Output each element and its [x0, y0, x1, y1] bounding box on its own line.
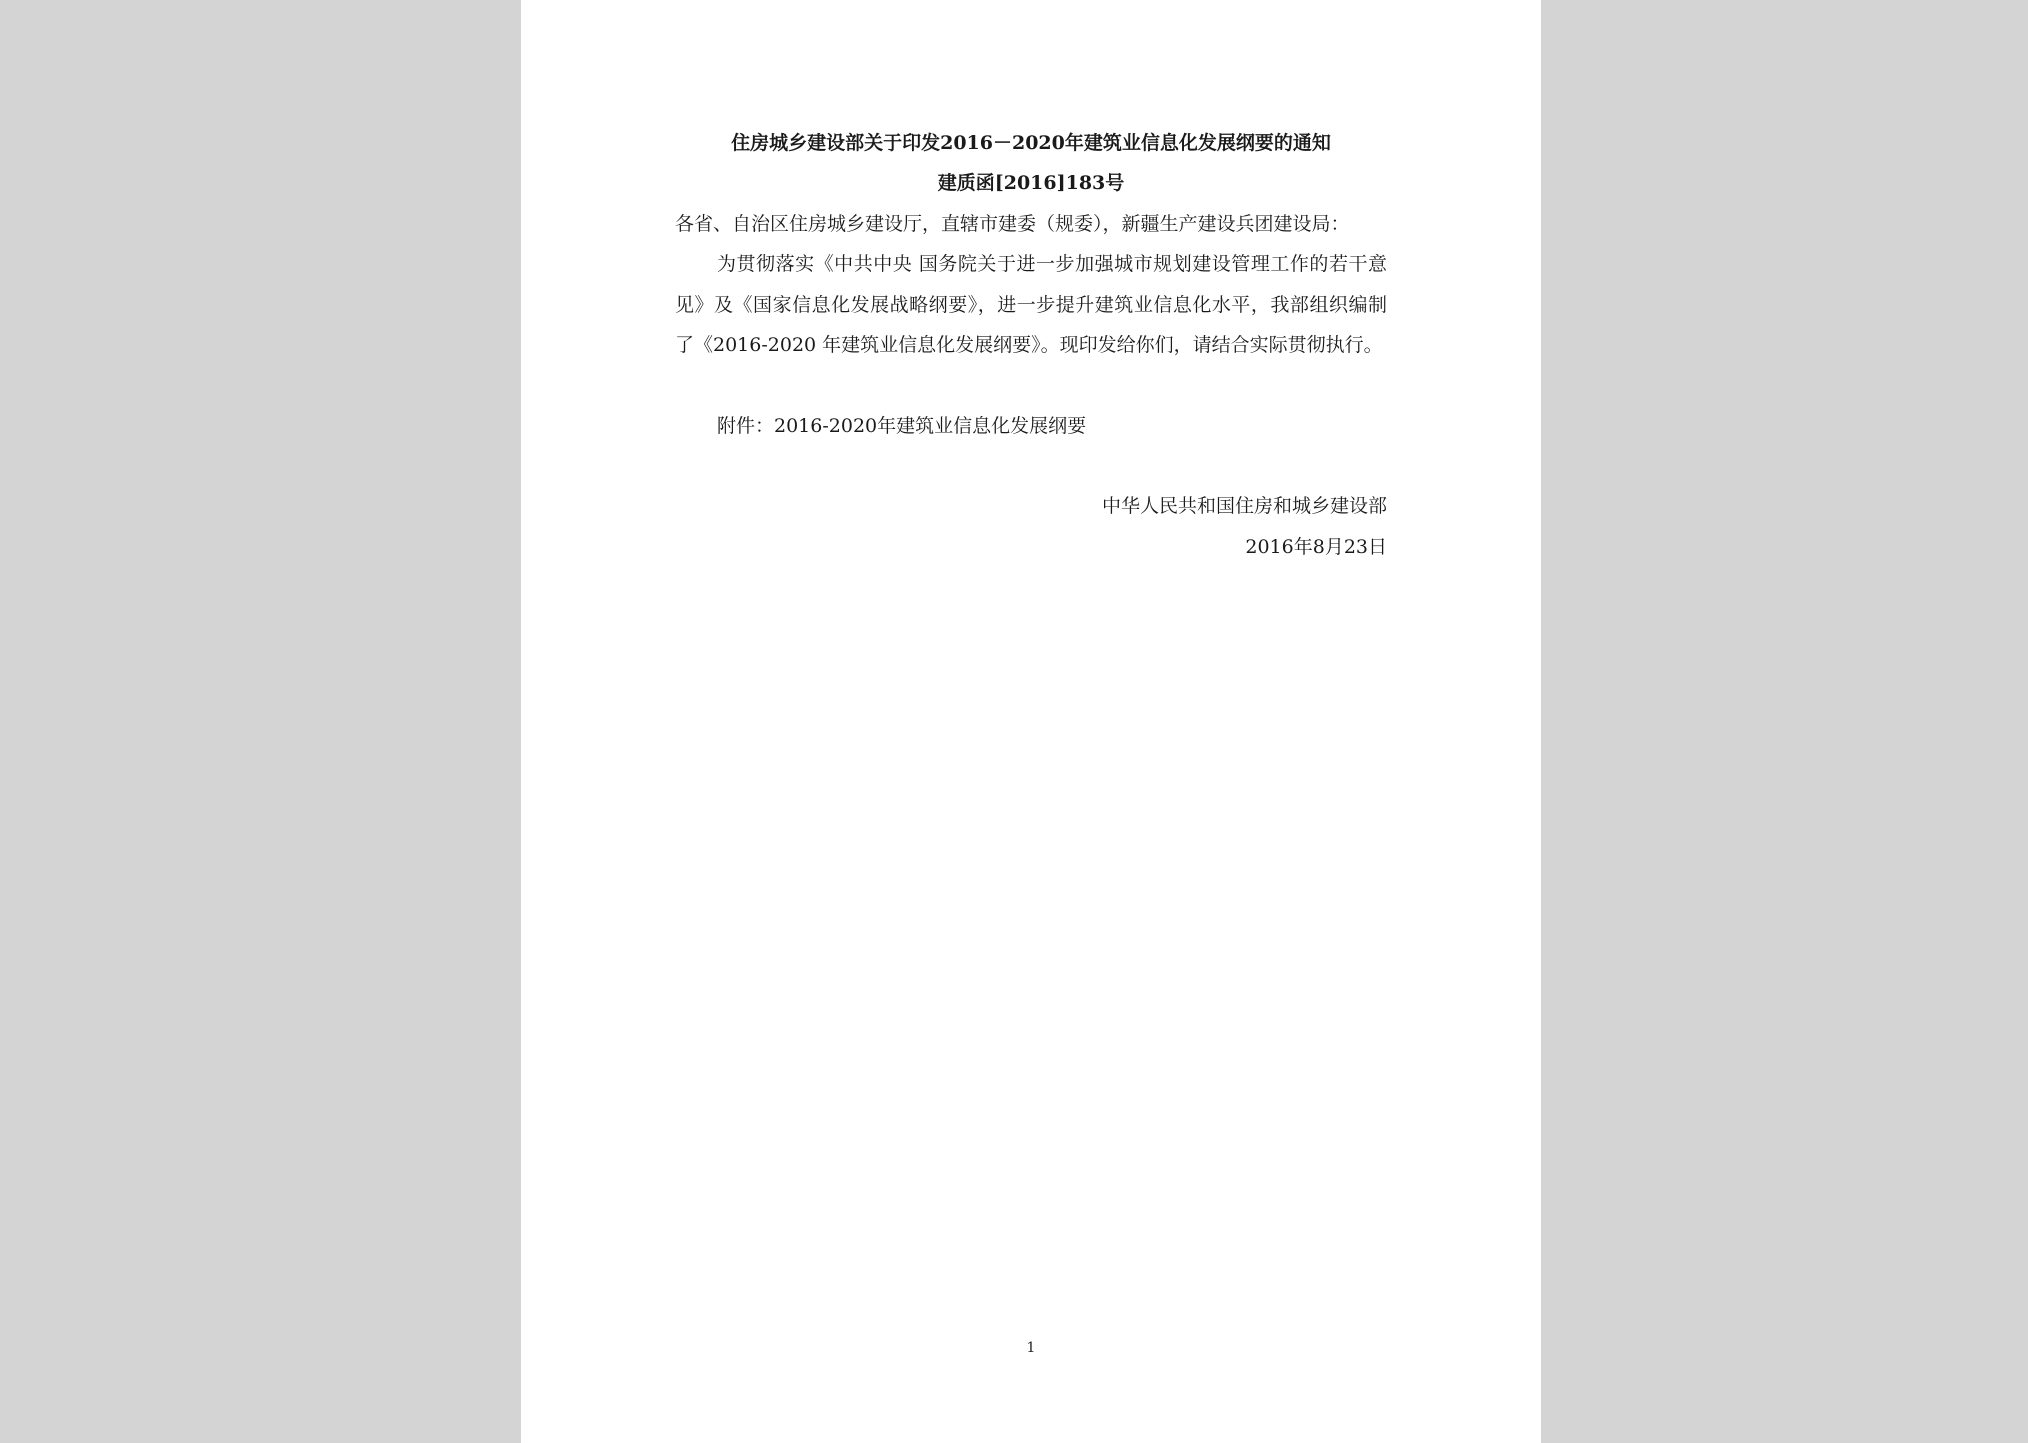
issuer-signature: 中华人民共和国住房和城乡建设部 — [1101, 495, 1387, 517]
document-page — [521, 0, 1541, 1443]
document-title: 住房城乡建设部关于印发2016－2020年建筑业信息化发展纲要的通知 — [731, 132, 1331, 154]
body-paragraph: 为贯彻落实《中共中央 国务院关于进一步加强城市规划建设管理工作的若干意见》及《国家信息化发展战略纲要》，进一步提升建筑业信息化水平，我部组织编制了《2016-2020 年建筑业信息化发展纲要》。现印发给你们，请结合实际贯彻执行。 — [675, 253, 1387, 356]
issue-date: 2016年8月23日 — [1245, 536, 1387, 558]
attachment-line: 附件：2016-2020年建筑业信息化发展纲要 — [717, 415, 1087, 437]
document-number: 建质函[2016]183号 — [937, 172, 1125, 194]
page-number: 1 — [1026, 1340, 1036, 1356]
salutation: 各省、自治区住房城乡建设厅，直辖市建委（规委），新疆生产建设兵团建设局： — [675, 213, 1350, 235]
